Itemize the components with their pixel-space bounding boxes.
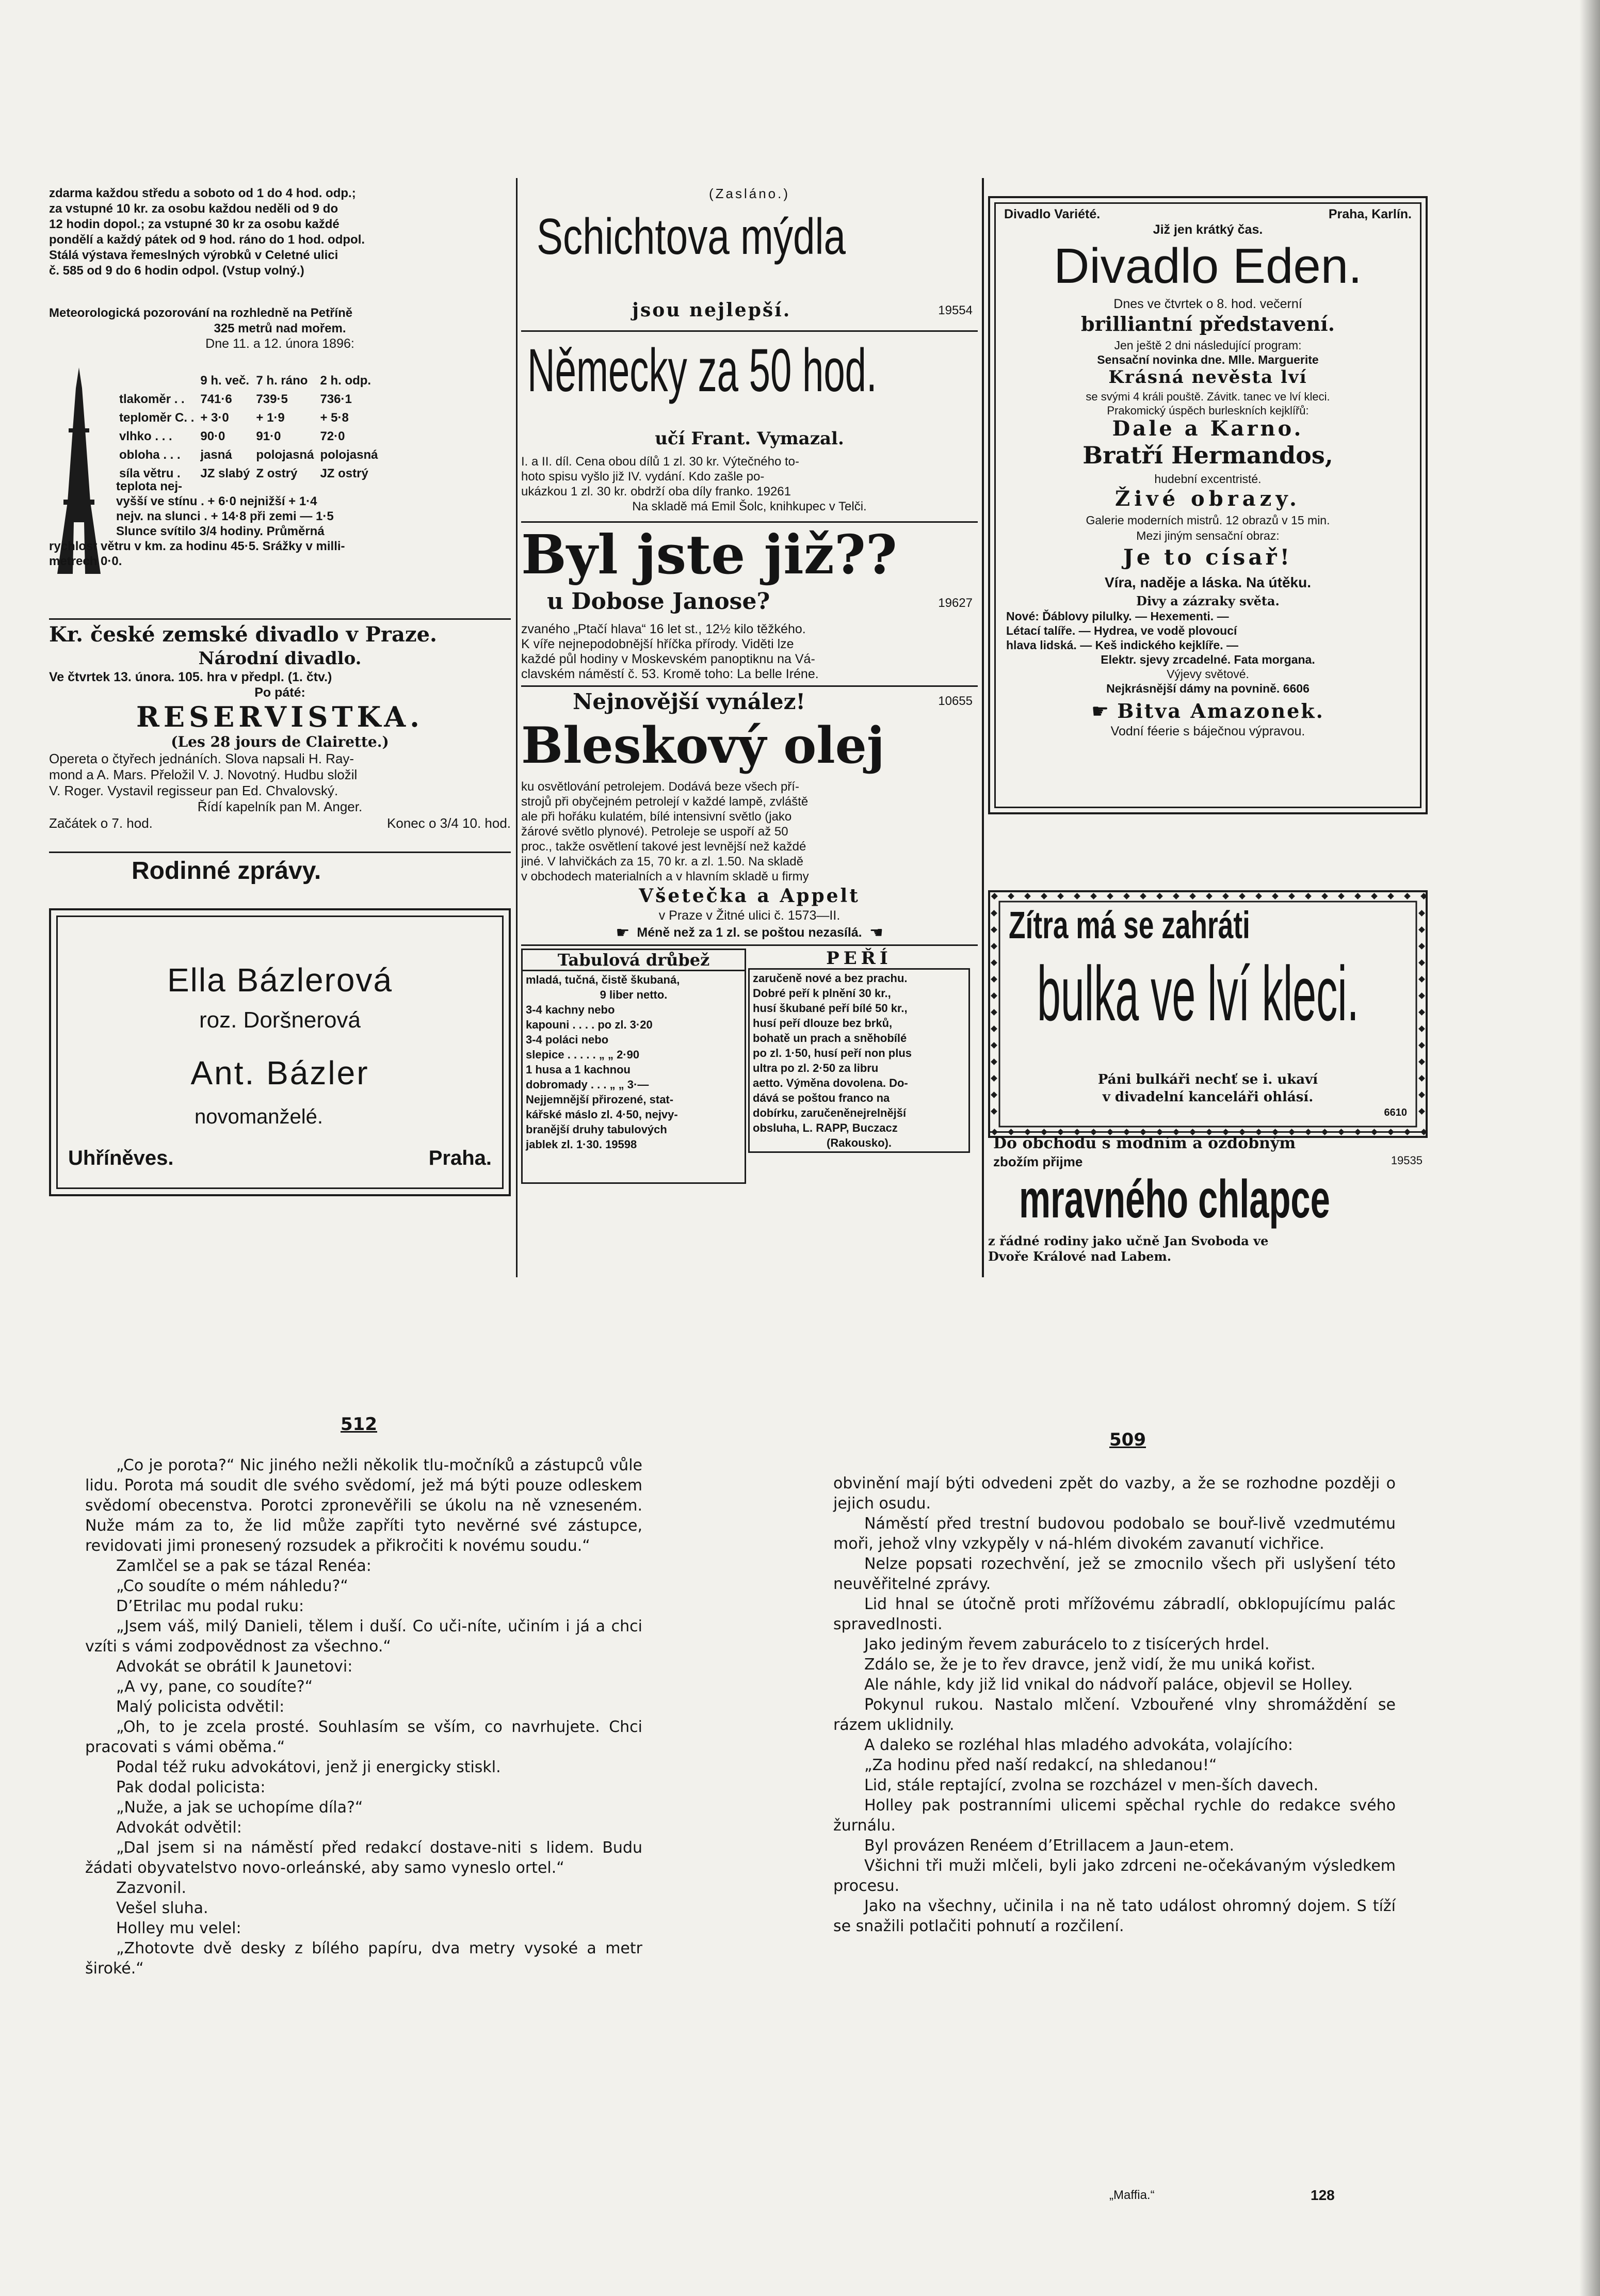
eden-new-line: Nejkrásnější dámy na povnině. 6606 [1106,682,1310,695]
ornament-diamond [1272,893,1279,900]
feathers-line: obsluha, L. RAPP, Buczacz [753,1121,898,1134]
story-paragraph: Podal též ruku advokátovi, jenž ji energicky stiskl. [116,1758,501,1776]
ornament-diamond [991,1025,997,1032]
feathers-line: Dobré peří k plnění 30 kr., [753,987,891,1000]
divider [521,944,978,946]
been-line: zvaného „Ptačí hlava“ 16 let st., 12½ kilo těžkého. [521,622,806,636]
story-paragraph: „Oh, to je zcela prosté. Souhlasím se vším, co navrhujete. Chci pracovati s vámi oběma.“ [85,1718,642,1756]
poultry-line: mladá, tučná, čistě škubaná, [526,973,680,986]
poultry-line: dobromady . . . „ „ 3·— [526,1078,649,1091]
meteo-row [116,446,381,464]
exhibit-notice [49,186,511,279]
ornament-diamond [1418,976,1425,983]
ornament-diamond [1041,893,1047,900]
story-paragraph: D’Etrilac mu podal ruku: [116,1597,304,1615]
meteo-value: + 1·9 [256,411,285,425]
story-paragraph: Všichni tři muži mlčeli, byli jako zdrceni ne-očekávaným výsledkem procesu. [833,1857,1396,1895]
ornament-diamond [1321,893,1328,900]
meteo-row-label: obloha . . . [119,448,181,462]
feathers-ad [748,949,970,1181]
ornament-diamond [1338,893,1345,900]
meteo-value: 739·5 [256,392,288,406]
story-paragraph: „A vy, pane, co soudíte?“ [116,1678,313,1696]
bulka-title: bulka ve lví kleci. [1037,950,1359,1037]
story-paragraph: Byl provázen Renéem d’Etrillacem a Jaun-etem. [864,1837,1234,1855]
bride-maiden-name: roz. Doršnerová [199,1007,361,1033]
meteo-row-label: síla větru . [119,467,181,480]
divider [521,685,978,687]
play-original-title: (Les 28 jours de Clairette.) [171,733,389,750]
german-line: ukázkou 1 zl. 30 kr. obdrží oba díly franko. 19261 [521,485,791,499]
eden-gallery: Galerie moderních mistrů. 12 obrazů v 15 min. [1086,513,1330,527]
ornament-diamond [991,976,997,983]
feathers-line: bohatě un prach a sněhobílé [753,1032,907,1045]
meteo-row-label: vlhko . . . [119,429,172,443]
ornament-diamond [1418,1025,1425,1032]
divider [521,330,978,332]
bulka-note-line: v divadelní kanceláři ohlásí. [1102,1089,1314,1105]
eden-hermandos: Bratří Hermandos, [1082,441,1333,469]
german-course-text [521,454,978,514]
ornament-diamond [1239,893,1246,900]
eden-ad [988,196,1428,814]
ornament-diamond [991,1075,997,1082]
meteo-title: Meteorologická pozorování na rozhledně na Petříně [49,306,353,320]
ornament-diamond [1418,910,1425,917]
story-paragraph: Zdálo se, že je to řev dravce, jenž vidí, že mu uniká kořist. [864,1656,1316,1674]
feathers-line: aetto. Výměna dovolena. Do- [753,1077,908,1089]
meteo-footer [49,479,511,569]
pointing-hand-icon: ☛ [616,924,630,942]
feathers-line: husí škubané peří bílé 50 kr., [753,1002,908,1015]
meteo-row [116,390,381,409]
ornament-diamond [991,992,997,999]
meteo-row [116,409,381,427]
invention-ref: 10655 [938,694,973,708]
ornament-diamond [1418,1108,1425,1115]
story-paragraph: „Za hodinu před naší redakcí, na shledanou!“ [864,1756,1217,1774]
page-number-left: 512 [341,1414,377,1435]
page-number-right: 509 [1109,1430,1146,1450]
eden-line: Prakomický úspěch burleskních kejklířů: [1107,404,1309,417]
eden-dale: Dale a Karno. [1112,416,1304,441]
theatre-section [49,622,511,831]
meteo-value: JZ ostrý [320,467,368,480]
meteo-header: 9 h. več. [200,374,250,388]
divider [49,618,511,620]
german-course-title: Německy za 50 hod. [527,336,877,405]
eden-new-list [1006,609,1410,696]
story-paragraph: Holley mu velel: [116,1919,241,1937]
eden-new-line: hlava lidská. — Keš indického kejklíře. — [1006,638,1238,652]
oil-line: strojů při obyčejném petrolejí v každé lampě, zvláště [521,795,809,809]
exhibit-line: za vstupné 10 kr. za osobu každou neděli od 9 do [49,202,338,216]
poultry-line: 3-4 poláci nebo [526,1033,609,1046]
eden-new-line: Létací talíře. — Hydrea, ve vodě plovoucí [1006,624,1237,637]
poultry-line: jablek zl. 1·30. 19598 [526,1138,637,1151]
place-right: Praha. [428,1147,492,1169]
theatre-first-time: Po páté: [254,685,305,700]
been-subtitle: u Dobose Janose? [547,588,770,615]
feathers-title: PEŘÍ [826,948,892,969]
oil-note: Méně než za 1 zl. se poštou nezasílá. [637,925,862,940]
ornament-diamond [1418,959,1425,966]
feathers-line: po zl. 1·50, husí peří non plus [753,1047,912,1059]
sender-note: (Zasláno.) [708,186,790,201]
ornament-diamond [1354,893,1361,900]
feathers-line: dává se poštou franco na [753,1091,890,1104]
ornament-diamond [1123,893,1130,900]
german-line: hoto spisu vyšlo již IV. vydání. Kdo zašle po- [521,470,765,484]
meteo-value: 741·6 [200,392,232,406]
eden-top-left: Divadlo Variété. [1004,207,1101,221]
meteo-section [49,306,511,568]
meteo-footer-line: metrech 0·0. [49,554,122,568]
ornament-diamond [991,1058,997,1065]
ornament-diamond [1305,893,1312,900]
oil-line: ale při hořáku kulatém, bílé intensivní světlo (jako [521,810,792,824]
ornament-diamond [1140,893,1146,900]
meteo-header-row [116,372,381,390]
ornament-diamond [1420,893,1427,900]
ornament-diamond [991,926,997,933]
ornament-diamond [991,1009,997,1016]
poultry-line: Nejjemnější přirozené, stat- [526,1093,674,1106]
ornament-diamond [1074,893,1080,900]
exhibit-line: Stálá výstava řemeslných výrobků v Celetné ulici [49,248,338,262]
been-ref: 19627 [938,596,973,610]
ornament-diamond [991,893,998,900]
exhibit-line: č. 585 od 9 do 6 hodin odpol. (Vstup volný.) [49,264,304,278]
story-paragraph: Advokát odvětil: [116,1819,242,1837]
boy-line: Dvoře Králové nad Labem. [988,1249,1172,1264]
story-paragraph: Holley pak postranními ulicemi spěchal rychle do redakce svého žurnálu. [833,1796,1396,1835]
german-course-author: učí Frant. Vymazal. [655,428,844,449]
ornament-diamond [1418,926,1425,933]
eden-water: Vodní féerie s báječnou výpravou. [1110,724,1305,738]
oil-line: ku osvětlování petrolejem. Dodává beze všech pří- [521,780,799,794]
eden-battle-row [996,699,1420,722]
meteo-row [116,427,381,446]
shop-line2 [993,1154,1082,1170]
eden-lines1 [996,338,1420,367]
story-paragraph: Náměstí před trestní budovou podobalo se bouř-livě vzedmutému moři, jehož vlny vzkypěly v ná-hlém divokém zavanutí vichřice. [833,1515,1396,1553]
bulka-ref: 6610 [1384,1107,1407,1118]
ornament-diamond [1189,893,1196,900]
ornament-diamond [991,943,997,950]
pointing-hand-icon: ☛ [869,924,883,942]
shop-line2-row [993,1154,1423,1170]
oil-text [521,779,978,884]
ornament-diamond [1255,893,1262,900]
meteo-value: 72·0 [320,429,345,443]
boy-text [988,1233,1428,1264]
invention-title: Nejnovější vynález! [573,689,805,714]
meteo-value: 90·0 [200,429,225,443]
bulka-note-line: Páni bulkáři nechť se i. ukaví [1097,1072,1318,1087]
ornament-diamond [991,959,997,966]
eden-faith: Víra, naděje a láska. Na útěku. [1105,574,1311,590]
story-paragraph: Jako na všechny, učinila i na ně tato událost ohromný dojem. S tíží se snažili potlačiti pohnutí a rozčilení. [833,1897,1396,1935]
shop-line2-text: zbožím přijme [993,1154,1083,1169]
meteo-header: 7 h. ráno [256,374,308,388]
ornament-diamond [1206,893,1213,900]
poultry-line: kářské máslo zl. 4·50, nejvy- [526,1108,678,1121]
been-line: každé půl hodiny v Moskevském panoptiknu na Vá- [521,652,815,666]
column-rule [982,178,984,1277]
soap-tagline: jsou nejlepší. [632,299,791,321]
bulka-note [1004,1071,1412,1106]
oil-note-row [521,924,978,942]
eden-line: Sensační novinka dne. Mlle. Marguerite [1097,353,1319,366]
ornament-diamond [1371,893,1378,900]
place-left: Uhříněves. [68,1147,174,1169]
exhibit-line: pondělí a každý pátek od 9 hod. ráno do 1 hod. odpol. [49,233,365,247]
story-paragraph: Lid hnal se útočně proti mřížovému zábradlí, obklopujícímu palác spravedlnosti. [833,1595,1396,1633]
meteo-value: JZ slabý [200,467,250,480]
ornament-diamond [991,1108,997,1115]
ornament-diamond [1418,1075,1425,1082]
eden-bride-lion: Krásná nevěsta lví [1108,367,1307,388]
meteo-row-label: teploměr C. . [119,411,195,425]
story-paragraph: Vešel sluha. [116,1899,208,1917]
german-line: Na skladě má Emil Šolc, knihkupec v Telči. [632,500,867,513]
bulka-tomorrow: Zítra má se zahráti [1009,904,1250,946]
oil-line: proc., takže osvětlení takové jest levnější než každé [521,840,806,854]
eden-new-line: Výjevy světové. [1167,667,1249,681]
theatre-title: Kr. české zemské divadlo v Praze. [49,622,437,647]
story-paragraph: Malý policista odvětil: [116,1698,285,1716]
shop-line: Do obchodu s modním a ozdobným [993,1134,1296,1152]
eden-new-line: Elektr. sjevy zrcadelné. Fata morgana. [1101,653,1315,666]
meteo-footer-line: teplota nej- [116,479,183,493]
footer-title: „Maffia.“ [1109,2188,1155,2202]
oil-line: žárové světlo plynové). Petroleje se uspoří až 50 [521,825,788,839]
poultry-text [523,971,745,1153]
ornament-diamond [991,1091,997,1098]
ornament-diamond [1057,893,1064,900]
bride-name: Ella Bázlerová [167,961,393,999]
meteo-value: 736·1 [320,392,352,406]
play-credits [49,751,511,815]
story-paragraph: obvinění mají býti odvedeni zpět do vazby, a že se rozhodne později o jejich osudu. [833,1474,1396,1513]
soap-ref: 19554 [938,303,973,317]
story-paragraph: Ale náhle, kdy již lid vnikal do nádvoří paláce, objevil se Holley. [864,1676,1353,1694]
meteo-value: + 5·8 [320,411,349,425]
story-paragraph: Pokynul rukou. Nastalo mlčení. Vzbouřené vlny shromáždění se rázem uklidnily. [833,1696,1396,1734]
exhibit-line: zdarma každou středu a soboto od 1 do 4 hod. odp.; [49,186,356,200]
meteo-value: jasná [200,448,232,462]
meteo-value: + 3·0 [200,411,229,425]
theatre-end: Konec o 3/4 10. hod. [387,815,511,831]
been-line: clavském náměstí č. 53. Kromě toho: La belle Iréne. [521,667,819,681]
story-paragraph: A daleko se rozléhal hlas mladého advokáta, volajícího: [864,1736,1293,1754]
ornament-diamond [1387,893,1394,900]
eden-new-line: Nové: Ďáblovy pilulky. — Hexementi. — [1006,609,1229,623]
story-paragraph: Nelze popsati rozechvění, jež se zmocnilo všech při uslyšení této neuvěřitelné zprávy. [833,1555,1396,1593]
eden-live-pictures: Živé obrazy. [1115,487,1301,511]
ornament-diamond [991,910,997,917]
ornament-diamond [1418,1009,1425,1016]
page-edge [1579,0,1600,2296]
meteo-footer-line: nejv. na slunci . + 14·8 při zemi — 1·5 [116,509,334,523]
middle-column [521,186,978,1270]
story-paragraph: „Zhotovte dvě desky z bílého papíru, dva metry vysoké a metr široké.“ [85,1939,642,1978]
story-paragraph: „Co je porota?“ Nic jiného nežli několik tlu-močníků a zástupců vůle lidu. Porota má soudit dle svého svědomí, jež má býti pouze odleskem svědomí obecenstva. Porotci zpronevěřili se úkolu na ně vzneseném. Nuže mám za to, že lid může zapříti tyto nevěrné své zástupce, revidovati jimi pronesený rozsudek a přikročiti k novému soudu.“ [85,1456,642,1555]
meteo-value: polojasná [256,448,314,462]
meteo-header: 2 h. odp. [320,374,371,388]
poultry-line: 1 husa a 1 kachnou [526,1063,631,1076]
column-rule [516,178,518,1277]
eden-short-time: Již jen krátký čas. [1153,222,1263,237]
newlyweds-note: novomanželé. [195,1105,324,1128]
eden-brilliant: brilliantní představení. [1081,312,1335,335]
ornament-diamond [1418,992,1425,999]
ornament-diamond [1024,893,1031,900]
eden-lines2 [996,390,1420,418]
boy-line: z řádné rodiny jako učně Jan Svoboda ve [988,1233,1269,1248]
oil-address: v Praze v Žitné ulici č. 1573—II. [658,908,841,923]
eden-battle: Bitva Amazonek. [1117,699,1324,722]
eden-title: Divadlo Eden. [1054,238,1362,294]
been-line: K víře nejnepodobnější hříčka přírody. Viděti lze [521,637,794,651]
eden-among: Mezi jiným sensační obraz: [1136,529,1280,542]
story-paragraph: Pak dodal policista: [116,1778,266,1796]
story-paragraph: Jako jediným řevem zaburácelo to z tisícerých hrdel. [864,1635,1270,1653]
credits-line: Řídí kapelník pan M. Anger. [197,799,363,814]
poultry-line: slepice . . . . . „ „ 2·90 [526,1048,640,1061]
meteo-footer-line: Slunce svítilo 3/4 hodiny. Průměrná [116,524,325,538]
theatre-performance: Ve čtvrtek 13. února. 105. hra v předpl. (1. čtv.) [49,670,332,684]
been-title: Byl jste již?? [521,523,897,586]
been-text [521,622,978,682]
meteo-table [116,372,381,483]
ornament-diamond [1418,1042,1425,1049]
soap-title: Schichtova mýdla [537,208,846,265]
ornament-diamond [1404,893,1411,900]
feathers-line: dobírku, zaručeněnejrelnější [753,1106,907,1119]
story-paragraph: Advokát se obrátil k Jaunetovi: [116,1658,353,1676]
german-line: I. a II. díl. Cena obou dílů 1 zl. 30 kr. Výtečného to- [521,455,799,469]
meteo-footer-line: vyšší ve stínu . + 6·0 nejnižší + 1·4 [116,494,317,508]
exhibit-line: 12 hodin dopol.; za vstupné 30 kr za osobu každé [49,217,340,231]
credits-line: Opereta o čtyřech jednáních. Slova napsali H. Ray- [49,751,354,766]
theatre-subtitle: Národní divadlo. [198,648,362,669]
meteo-value: 91·0 [256,429,281,443]
feathers-text [748,968,970,1153]
story-paragraph: Lid, stále reptající, zvolna se rozcházel v men-ších davech. [864,1776,1319,1794]
ornament-diamond [991,1042,997,1049]
eden-line: se svými 4 králi pouště. Závitk. tanec ve lví kleci. [1086,390,1330,403]
left-column [49,186,511,1270]
eden-emperor: Je to císař! [1123,544,1293,570]
ornament-diamond [1418,1091,1425,1098]
ornament-diamond [1156,893,1163,900]
eden-line: Jen ještě 2 dni následující program: [1114,339,1302,352]
eden-evening: Dnes ve čtvrtek o 8. hod. večerní [1113,297,1302,311]
poultry-title: Tabulová drůbež [523,950,745,971]
theatre-times [49,815,511,831]
feathers-line: (Rakousko). [827,1136,892,1149]
ornament-diamond [1107,893,1113,900]
family-news-heading: Rodinné zprávy. [132,857,321,885]
eden-wonders: Divy a zázraky světa. [1136,593,1280,608]
oil-line: jiné. V lahvičkách za 15, 70 kr. a zl. 1.50. Na skladě [521,855,803,869]
meteo-value: polojasná [320,448,378,462]
ornament-diamond [1090,893,1097,900]
ornament-diamond [1418,1058,1425,1065]
novel-page-right [833,1473,1396,1936]
story-paragraph: Zazvonil. [116,1879,187,1897]
bulka-ad [988,890,1428,1138]
pointing-hand-icon: ☛ [1091,699,1109,722]
theatre-start: Začátek o 7. hod. [49,815,153,831]
meteo-footer-line: rychlost větru v km. za hodinu 45·5. Srážky v milli- [49,539,345,553]
story-paragraph: Zamlčel se a pak se tázal Renéa: [116,1557,371,1575]
footer-page: 128 [1311,2187,1335,2203]
oil-title: Bleskový olej [521,716,885,775]
meteo-subtitle: 325 metrů nad mořem. [214,322,346,335]
ornament-diamond [1222,893,1229,900]
meteo-date: Dne 11. a 12. února 1896: [205,336,354,351]
groom-name: Ant. Bázler [190,1054,369,1091]
story-paragraph: „Co soudíte o mém náhledu?“ [116,1577,348,1595]
poultry-line: kapouni . . . . po zl. 3·20 [526,1018,653,1031]
meteo-row-label: tlakoměr . . [119,392,185,406]
eden-hermandos-sub: hudební excentristé. [1154,472,1262,486]
poultry-line: branější druhy tabulových [526,1123,667,1136]
right-column [988,196,1428,1280]
feathers-line: zaručeně nové a bez prachu. [753,972,908,985]
ornament-diamond [1288,893,1295,900]
divider [49,852,511,853]
ornament-diamond [1008,893,1014,900]
ornament-diamond [1418,943,1425,950]
credits-line: mond a A. Mars. Přeložil V. J. Novotný. Hudbu složil [49,767,358,782]
credits-line: V. Roger. Vystavil regisseur pan Ed. Chvalovský. [49,783,338,798]
oil-firm: Všetečka a Appelt [639,885,860,907]
novel-page-left [85,1455,642,1979]
feathers-line: ultra po zl. 2·50 za libru [753,1062,879,1074]
poultry-line: 3-4 kachny nebo [526,1003,615,1016]
ornament-diamond [1173,893,1179,900]
eden-top-right: Praha, Karlín. [1328,207,1412,221]
shop-ref: 19535 [1391,1154,1423,1167]
divider [988,1131,1428,1133]
poultry-line: 9 liber netto. [600,988,668,1001]
story-paragraph: „Nuže, a jak se uchopíme díla?“ [116,1799,363,1817]
feathers-line: husí peří dlouze bez brků, [753,1017,893,1030]
story-paragraph: „Dal jsem si na náměstí před redakcí dostave-niti s lidem. Budu žádati obyvatelstvo novo-orleánské, aby samo vyneslo ortel.“ [85,1839,642,1877]
wedding-notice [49,908,511,1196]
poultry-ad [521,949,746,1184]
story-paragraph: „Jsem váš, milý Danieli, tělem i duší. Co uči-níte, učiním i já a chci vzíti s vámi zodpovědnost za všechno.“ [85,1617,642,1656]
meteo-value: Z ostrý [256,467,298,480]
play-title: RESERVISTKA. [136,700,424,733]
oil-line: v obchodech materialních a v hlavním skladě u firmy [521,870,809,884]
boy-title: mravného chlapce [1019,1169,1330,1229]
